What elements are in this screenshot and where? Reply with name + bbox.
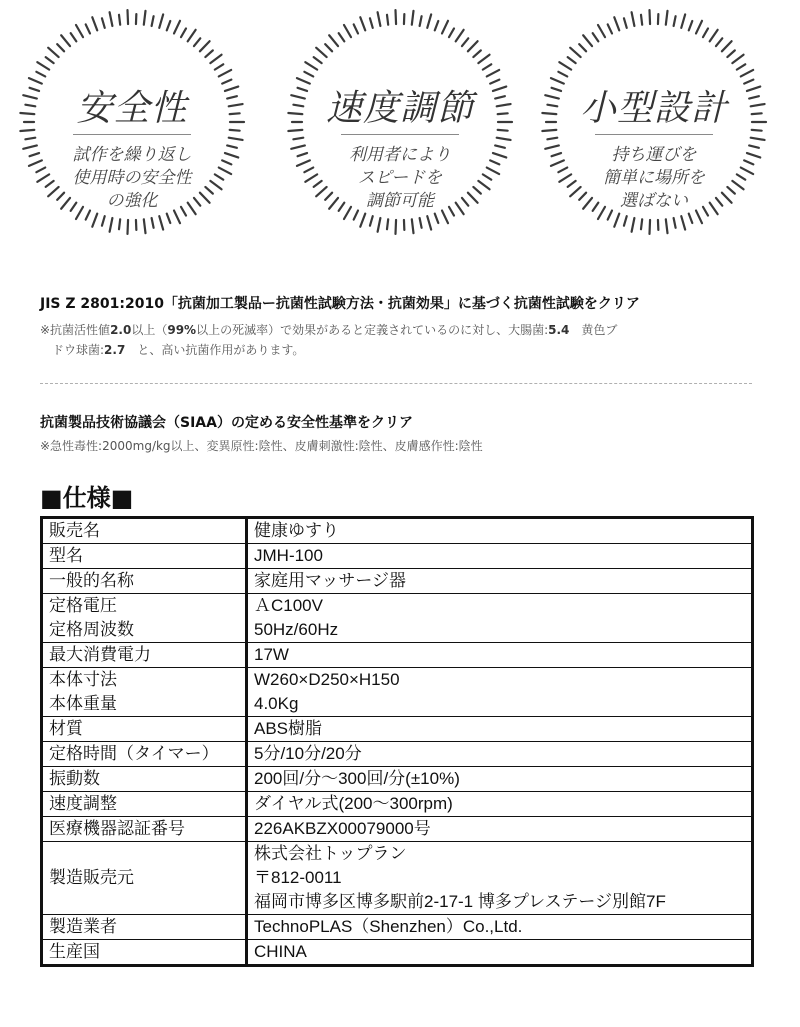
- ring-tick: [632, 12, 635, 26]
- spec-label: [42, 594, 247, 643]
- spec-value: [247, 518, 753, 544]
- ring-tick: [727, 50, 734, 57]
- badge-line: 試作を繰り返し: [72, 145, 192, 165]
- ring-tick: [614, 214, 619, 227]
- spec-value-text: 226AKBZX00079000号: [254, 819, 431, 838]
- ring-tick: [200, 41, 210, 51]
- ring-tick: [229, 138, 243, 140]
- spec-value: [247, 767, 753, 792]
- ring-tick: [25, 138, 35, 140]
- ring-tick: [378, 12, 381, 26]
- spec-label-text: 医療機器認証番号: [49, 819, 185, 838]
- ring-tick: [344, 25, 351, 37]
- jis-body-line2: [40, 340, 770, 360]
- ring-tick: [614, 17, 619, 30]
- ring-tick: [92, 17, 97, 30]
- ring-tick: [36, 72, 45, 77]
- ring-tick: [681, 14, 685, 27]
- ring-tick: [442, 21, 448, 34]
- badge-description: [540, 144, 768, 213]
- ring-tick: [127, 10, 128, 24]
- ring-tick: [420, 218, 422, 228]
- ring-tick: [487, 70, 499, 77]
- table-row: [42, 940, 753, 966]
- ring-tick: [205, 50, 212, 57]
- ring-tick: [144, 219, 146, 233]
- ring-tick: [666, 219, 668, 233]
- spec-value-text: ABS樹脂: [254, 719, 323, 738]
- ring-tick: [110, 218, 113, 232]
- ring-tick: [462, 38, 468, 46]
- ring-tick: [435, 21, 439, 30]
- spec-label-text: 定格電圧: [49, 596, 117, 615]
- jis-text: 以上の死滅率）で効果があると定義されているのに対し、大腸菌:: [196, 323, 549, 337]
- ring-tick: [468, 41, 478, 51]
- spec-label-text: 型名: [49, 546, 83, 565]
- ring-tick: [48, 48, 58, 57]
- ring-tick: [751, 138, 765, 140]
- ring-tick: [210, 55, 221, 63]
- jis-title: JIS Z 2801:2010「抗菌加工製品ー抗菌性試験方法・抗菌効果」に基づく抗菌性試験をクリア: [40, 296, 640, 312]
- ring-tick: [370, 216, 373, 226]
- spec-label-text: 定格周波数: [49, 620, 134, 639]
- ring-tick: [354, 24, 358, 33]
- spec-label-text: 製造業者: [49, 917, 117, 936]
- spec-label: [42, 842, 247, 915]
- ring-tick: [325, 44, 332, 51]
- ring-tick: [102, 216, 105, 226]
- ring-tick: [722, 41, 732, 51]
- ring-tick: [370, 18, 373, 28]
- ring-tick: [119, 15, 120, 25]
- table-row: [42, 817, 753, 842]
- spec-value: [247, 569, 753, 594]
- spec-value-text: 200回/分～300回/分(±10%): [254, 769, 460, 788]
- spec-value: [247, 544, 753, 569]
- ring-tick: [314, 57, 322, 63]
- table-row: [42, 518, 753, 544]
- table-row: [42, 915, 753, 940]
- spec-value: [247, 842, 753, 915]
- ring-tick: [378, 218, 381, 232]
- spec-label: [42, 717, 247, 742]
- spec-value-text: 家庭用マッサージ器: [254, 571, 406, 590]
- ring-tick: [710, 30, 718, 42]
- badge-description: [286, 144, 514, 213]
- ring-tick: [181, 28, 186, 37]
- ring-tick: [360, 17, 365, 30]
- ring-tick: [716, 38, 722, 46]
- feature-badges: [0, 0, 800, 250]
- spec-value-text: 50Hz/60Hz: [254, 620, 339, 639]
- badge-line: 使用時の安全性: [72, 168, 192, 188]
- ring-tick: [167, 214, 171, 223]
- ring-tick: [559, 62, 571, 69]
- spec-value-text: 〒812-0011: [254, 868, 342, 887]
- ring-tick: [395, 220, 396, 234]
- spec-value: [247, 792, 753, 817]
- spec-label: [42, 518, 247, 544]
- ring-tick: [395, 10, 396, 24]
- ring-tick: [593, 33, 599, 41]
- ring-tick: [46, 57, 54, 63]
- jis-text: ※抗菌活性値: [40, 323, 111, 337]
- siaa-body: ※急性毒性:2000mg/kg以上、変異原性:陰性、皮膚刺激性:陰性、皮膚感作性:陰性: [40, 439, 483, 453]
- badge-speed: [286, 8, 514, 236]
- ring-tick: [649, 220, 650, 234]
- ring-tick: [681, 216, 685, 229]
- ring-tick: [737, 64, 745, 69]
- spec-label-text: 本体寸法: [49, 670, 117, 689]
- spec-value-text: 株式会社トップラン: [254, 844, 407, 863]
- ring-tick: [608, 24, 612, 33]
- jis-text: 黄色ブ: [569, 323, 618, 337]
- ring-tick: [674, 218, 676, 228]
- table-row: [42, 569, 753, 594]
- ring-tick: [497, 138, 511, 140]
- badge-line: 持ち運びを: [611, 145, 697, 165]
- spec-value-text: JMH-100: [254, 546, 323, 565]
- spec-label-text: 生産国: [49, 942, 100, 961]
- ring-tick: [583, 35, 592, 46]
- ring-tick: [188, 30, 196, 42]
- spec-label: [42, 940, 247, 966]
- ring-tick: [624, 18, 627, 28]
- badge-title: 安全性: [76, 88, 188, 129]
- badge-divider: [595, 134, 713, 135]
- ring-tick: [632, 218, 635, 232]
- table-row: [42, 643, 753, 668]
- ring-tick: [689, 214, 693, 223]
- spec-table: [40, 516, 754, 967]
- ring-tick: [152, 16, 154, 26]
- spec-value-text: ＡC100V: [254, 596, 323, 615]
- ring-tick: [689, 21, 693, 30]
- spec-label: [42, 792, 247, 817]
- ring-tick: [144, 11, 146, 25]
- ring-tick: [329, 35, 338, 46]
- ring-tick: [579, 44, 586, 51]
- spec-label-text: 振動数: [49, 769, 100, 788]
- ring-tick: [57, 44, 64, 51]
- jis-text: と、高い抗菌作用があります。: [125, 343, 305, 357]
- ring-tick: [119, 219, 120, 229]
- ring-tick: [92, 214, 97, 227]
- ring-tick: [412, 219, 414, 233]
- ring-tick: [159, 14, 163, 27]
- ring-tick: [316, 48, 326, 57]
- badge-line: 調節可能: [366, 191, 434, 211]
- ring-tick: [76, 25, 83, 37]
- spec-label-text: 速度調整: [49, 794, 117, 813]
- spec-value: [247, 915, 753, 940]
- spec-label-text: 販売名: [49, 521, 100, 540]
- spec-label: [42, 767, 247, 792]
- spec-value: [247, 940, 753, 966]
- ring-tick: [674, 16, 676, 26]
- spec-value-text: W260×D250×H150: [254, 670, 400, 689]
- ring-tick: [703, 28, 708, 37]
- ring-tick: [152, 218, 154, 228]
- spec-label-text: 材質: [49, 719, 83, 738]
- spec-value-text: TechnoPLAS（Shenzhen）Co.,Ltd.: [254, 917, 523, 936]
- ring-tick: [641, 15, 642, 25]
- ring-tick: [427, 216, 431, 229]
- ring-tick: [741, 70, 753, 77]
- spec-label: [42, 668, 247, 717]
- jis-value: 99%: [167, 323, 197, 337]
- ring-tick: [449, 28, 454, 37]
- spec-value-text: 5分/10分/20分: [254, 744, 362, 763]
- ring-tick: [61, 35, 70, 46]
- ring-tick: [102, 18, 105, 28]
- badge-line: 利用者により: [349, 145, 451, 165]
- ring-tick: [478, 55, 489, 63]
- table-row: [42, 544, 753, 569]
- jis-text: 以上（: [131, 323, 168, 337]
- jis-text: ドウ球菌:: [52, 343, 105, 357]
- ring-tick: [547, 138, 557, 140]
- jis-value: 5.4: [548, 323, 570, 337]
- table-row: [42, 717, 753, 742]
- table-row: [42, 767, 753, 792]
- spec-label-text: 一般的名称: [49, 571, 134, 590]
- ring-tick: [427, 14, 431, 27]
- spec-label: [42, 742, 247, 767]
- spec-value-text: 健康ゆすり: [254, 521, 339, 540]
- spec-value: [247, 643, 753, 668]
- ring-tick: [624, 216, 627, 226]
- ring-tick: [420, 16, 422, 26]
- spec-value: [247, 717, 753, 742]
- ring-tick: [167, 21, 171, 30]
- ring-tick: [127, 220, 128, 234]
- ring-tick: [598, 25, 605, 37]
- badge-line: スピードを: [357, 168, 443, 188]
- ring-tick: [456, 30, 464, 42]
- badge-safety: [18, 8, 246, 236]
- siaa-title: 抗菌製品技術協議会（SIAA）の定める安全性基準をクリア: [40, 415, 413, 431]
- spec-label: [42, 569, 247, 594]
- table-row: [42, 668, 753, 717]
- ring-tick: [568, 57, 576, 63]
- ring-tick: [570, 48, 580, 57]
- spec-label: [42, 915, 247, 940]
- ring-tick: [71, 33, 77, 41]
- spec-value-text: 福岡市博多区博多駅前2-17-1 博多プレステージ別館7F: [254, 892, 666, 911]
- ring-tick: [219, 70, 231, 77]
- badge-title: 速度調節: [325, 88, 474, 129]
- jis-value: 2.7: [104, 343, 126, 357]
- ring-tick: [304, 72, 313, 77]
- table-row: [42, 742, 753, 767]
- badge-compact: [540, 8, 768, 236]
- spec-heading: ■仕様■: [40, 484, 134, 512]
- badge-title: 小型設計: [579, 88, 728, 129]
- ring-tick: [412, 11, 414, 25]
- jis-value: 2.0: [110, 323, 132, 337]
- spec-value-text: ダイヤル式(200～300rpm): [254, 794, 453, 813]
- ring-tick: [360, 214, 365, 227]
- spec-label: [42, 643, 247, 668]
- ring-tick: [293, 138, 303, 140]
- ring-tick: [558, 72, 567, 77]
- ring-tick: [194, 38, 200, 46]
- ring-tick: [215, 64, 223, 69]
- ring-tick: [339, 33, 345, 41]
- jis-body: [40, 320, 770, 360]
- ring-tick: [305, 62, 317, 69]
- ring-tick: [483, 64, 491, 69]
- spec-value: [247, 817, 753, 842]
- badge-description: [18, 144, 246, 213]
- ring-tick: [174, 21, 180, 34]
- badge-divider: [73, 134, 191, 135]
- spec-value: [247, 594, 753, 643]
- ring-tick: [37, 62, 49, 69]
- ring-tick: [159, 216, 163, 229]
- ring-tick: [473, 50, 480, 57]
- ring-tick: [732, 55, 743, 63]
- ring-tick: [387, 219, 388, 229]
- spec-label: [42, 817, 247, 842]
- spec-label-text: 最大消費電力: [49, 645, 151, 664]
- table-row: [42, 594, 753, 643]
- spec-value: [247, 742, 753, 767]
- spec-label-text: 製造販売元: [49, 868, 134, 887]
- badge-line: の強化: [106, 191, 158, 211]
- spec-value: [247, 668, 753, 717]
- spec-label-text: 本体重量: [49, 694, 117, 713]
- badge-line: 選ばない: [620, 191, 688, 211]
- ring-tick: [110, 12, 113, 26]
- ring-tick: [641, 219, 642, 229]
- spec-value-text: CHINA: [254, 942, 307, 961]
- spec-label-text: 定格時間（タイマー）: [49, 744, 219, 763]
- ring-tick: [649, 10, 650, 24]
- dashed-divider: [40, 383, 752, 384]
- spec-value-text: 4.0Kg: [254, 694, 299, 713]
- ring-tick: [387, 15, 388, 25]
- table-row: [42, 842, 753, 915]
- spec-value-text: 17W: [254, 645, 289, 664]
- ring-tick: [86, 24, 90, 33]
- ring-tick: [696, 21, 702, 34]
- spec-label: [42, 544, 247, 569]
- ring-tick: [666, 11, 668, 25]
- table-row: [42, 792, 753, 817]
- badge-divider: [341, 134, 459, 135]
- ring-tick: [435, 214, 439, 223]
- badge-line: 簡単に場所を: [603, 168, 705, 188]
